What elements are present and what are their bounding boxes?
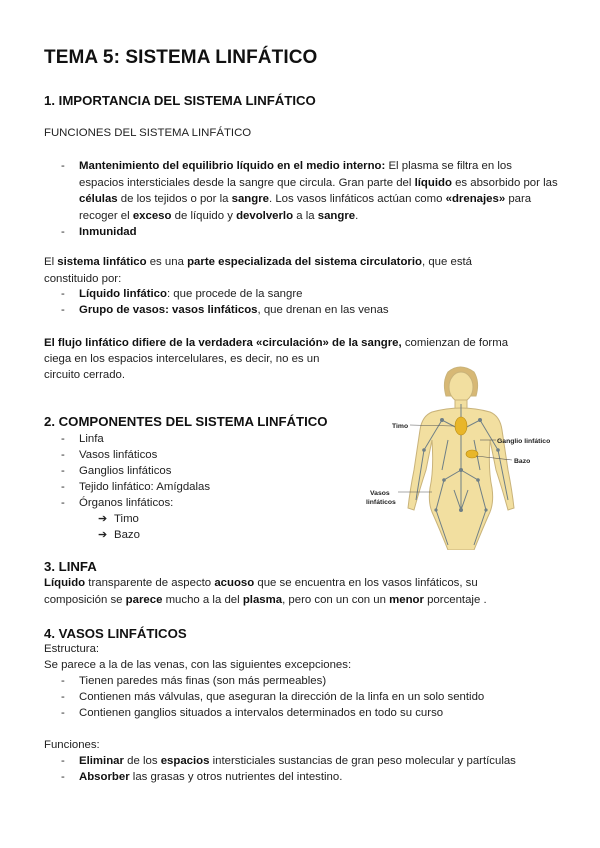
flow-paragraph: El flujo linfático difiere de la verdadera «circulación» de la sangre, comienzan de forma ciega en los espacios intercelulares, es decir, no es un circuito cerrado. xyxy=(44,337,509,381)
label-linfaticos: linfáticos xyxy=(366,499,396,506)
list-item: - Vasos linfáticos xyxy=(61,449,158,461)
list-item: - Tienen paredes más finas (son más permeables) xyxy=(61,675,327,687)
thymus-organ xyxy=(455,417,467,435)
spleen-organ xyxy=(466,450,478,458)
functions-list xyxy=(0,158,560,241)
list-item: - Eliminar de los espacios intersticiales sustancias de gran peso molecular y partículas xyxy=(61,755,516,767)
label-vasos: Vasos xyxy=(370,490,390,497)
list-item: - Líquido linfático: que procede de la sangre xyxy=(61,288,303,300)
arrow-icon: ➔ xyxy=(98,513,108,525)
list-item: - Inmunidad xyxy=(61,226,137,238)
constituents-list xyxy=(0,286,389,318)
list-item: ➔ Bazo xyxy=(98,529,140,541)
structure-label: Estructura: xyxy=(44,643,100,655)
list-item: - Contienen ganglios situados a intervalos determinados en todo su curso xyxy=(61,707,444,719)
section-2-heading: 2. COMPONENTES DEL SISTEMA LINFÁTICO xyxy=(44,414,328,429)
list-item: ➔ Timo xyxy=(98,513,139,525)
vessel-functions-list xyxy=(0,753,516,785)
arrow-icon: ➔ xyxy=(98,529,108,541)
list-item: - Órganos linfáticos: xyxy=(61,497,174,509)
list-item: - Ganglios linfáticos xyxy=(61,465,172,477)
system-paragraph: El sistema linfático es una parte especializada del sistema circulatorio, que está constituido por: xyxy=(44,256,473,285)
section-4-heading: 4. VASOS LINFÁTICOS xyxy=(44,626,187,641)
lymph-paragraph: Líquido transparente de aspecto acuoso que se encuentra en los vasos linfáticos, su composición se parece mucho a la del plasma, pero con un con un menor porcentaje . xyxy=(44,577,487,606)
label-ganglio: Ganglio linfático xyxy=(497,438,551,445)
structure-list xyxy=(0,673,484,721)
functions-label: Funciones: xyxy=(44,739,100,751)
section-3-heading: 3. LINFA xyxy=(44,559,97,574)
list-item: - Grupo de vasos: vasos linfáticos, que drenan en las venas xyxy=(61,304,389,316)
lymphatic-system-figure xyxy=(362,360,562,550)
list-item: - Contienen más válvulas, que aseguran la dirección de la linfa en un solo sentido xyxy=(61,691,485,703)
page-title: TEMA 5: SISTEMA LINFÁTICO xyxy=(44,47,318,68)
list-item: - Tejido linfático: Amígdalas xyxy=(61,481,211,493)
label-bazo: Bazo xyxy=(514,458,531,465)
organs-sublist xyxy=(0,511,140,543)
label-timo: Timo xyxy=(392,423,409,430)
list-item: - Mantenimiento del equilibrio líquido en el medio interno: El plasma se filtra en los espacios intersticiales desde la sangre que circula. Gran parte del líquido es absorbido por las células de los tejidos o por la sangre. Los vasos linfáticos actúan como «drenajes» para recoger el exceso de líquido y devolverlo a la sangre. xyxy=(61,160,558,222)
structure-intro: Se parece a la de las venas, con las siguientes excepciones: xyxy=(44,659,352,671)
section-1-heading: 1. IMPORTANCIA DEL SISTEMA LINFÁTICO xyxy=(44,93,316,108)
list-item: - Linfa xyxy=(61,433,104,445)
section-1-subheading: FUNCIONES DEL SISTEMA LINFÁTICO xyxy=(44,127,252,139)
list-item: - Absorber las grasas y otros nutrientes del intestino. xyxy=(61,771,343,783)
components-list xyxy=(0,431,210,511)
